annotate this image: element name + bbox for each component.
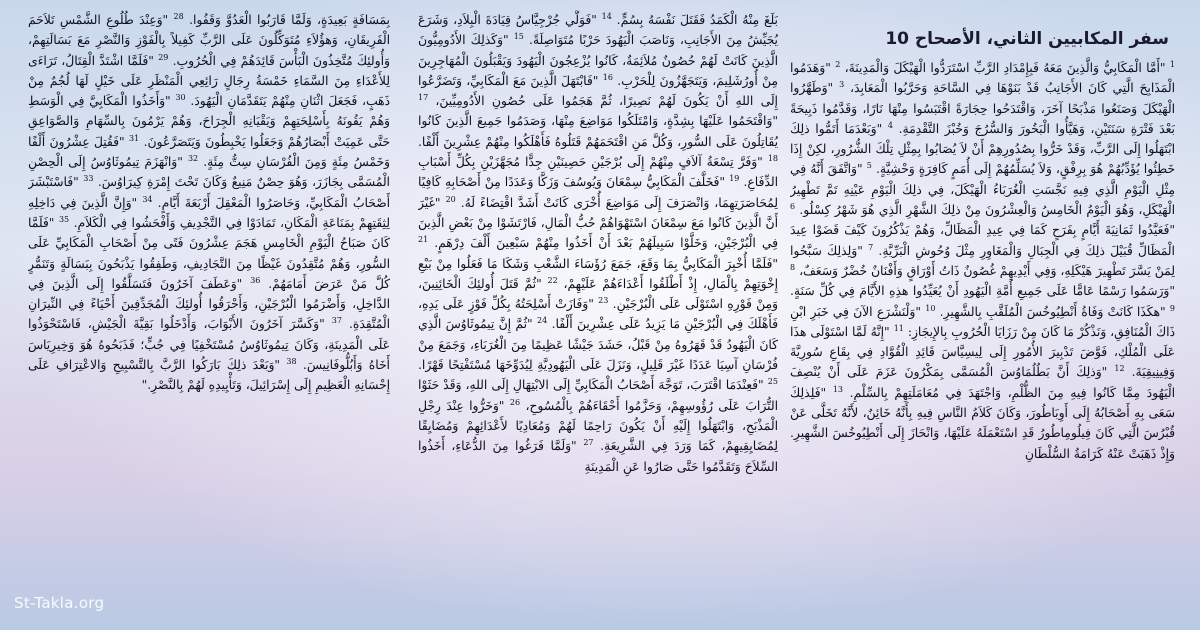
verse-number: 9: [1169, 303, 1175, 313]
verse-text: "فَلَمَّا كَانَ صَبَاحُ الْيَوْمِ الْخَامِسِ هَجَمَ عِشْرُونَ فَتًى مِنْ أَصْحَابِ الْمَكَابِيِّ عَلَى السُّورِ، وَهُمْ مُتَّقِدُونَ غَيْظًا مِنَ التَّجَادِيفِ، وَطَفِقُوا يَذْبَحُونَ بِبَسَالَةٍ وَتَنَمُّرٍ كُلَّ مَنْ عَرَضَ أَمَامَهُمْ.: [28, 215, 390, 291]
verse-number: 23: [598, 296, 609, 306]
verse-number: 7: [868, 242, 874, 252]
verses-middle: [418, 10, 778, 477]
verse-number: 20: [445, 194, 456, 204]
verse-text: "فَلَمَّا أُخْبِرَ الْمَكَابِيُّ بِمَا وَقَعَ، جَمَعَ رُؤَسَاءَ الشَّعْبِ وَشَكَا مَا فَعَلُوا مِنْ بَيْعِ إِخْوَتِهِمْ بِالْمَالِ، إِذْ أَطْلَقُوا أَعْدَاءَهُمْ عَلَيْهِمْ،: [418, 256, 778, 291]
verse-number: 4: [887, 120, 893, 130]
verse-text: "وَبَعْدَ ذلِكَ بَارَكُوا الرَّبَّ بِالتَّسْبِيحِ وَالاعْتِرَافِ عَلَى إِحْسَانِهِ الْعَظِيمِ إِلَى إِسْرَائِيلَ، وَتَأْيِيدِهِ لَهُمْ بِالنَّصْرِ.": [28, 358, 390, 393]
verse-text: "وَكَسَّرَ آخَرُونَ الأَبْوَابَ، وَأَدْخَلُوا بَقِيَّةَ الْجَيْشِ، فَاسْتَحْوَذُوا عَلَى الْمَدِينَةِ، وَكَانَ تِيمُوثَاوُسُ مُسْتَخْفِيًا فِي جُبٍّ؛ فَذَبَحُوهُ هُوَ وَخِيرِيَاسَ أَخَاهُ وَأَبُلُّوفَانِيسَ.: [28, 317, 390, 373]
verse-number: 34: [142, 194, 153, 204]
verse-text: "وَاتَّفَقَ أَنَّهُ فِي مِثْلِ الْيَوْمِ الَّذِي فِيهِ نَجَّسَتِ الْغُرَبَاءُ الْهَيْكَلَ، فِي ذلِكَ الْيَوْمِ عَيْنِهِ تَمَّ تَطْهِيرُ الْهَيْكَلِ، وَهُوَ الْيَوْمُ الْخَامِسُ وَالْعِشْرُونَ مِنْ ذلِكَ الشَّهْرِ الَّذِي هُوَ شَهْرُ كِسْلُو.: [790, 162, 1175, 218]
verse-text: "ثُمَّ قَتَلَ أُولئِكَ الْخَائِنِينَ، وَمِنْ فَوْرِهِ اسْتَوْلَى عَلَى الْبُرْجَيْنِ.: [418, 276, 778, 312]
verse-number: 12: [1114, 364, 1125, 374]
verse-text: "فَخَلَّفَ الْمَكَابِيُّ سِمْعَانَ وَيُوسُفَ وَزَكَّا وَعَدَدًا مِنْ أَصْحَابِهِ كَافِيًا لِمُحَاصَرَتِهِمَا، وَانْصَرَفَ إِلَى مَوَاضِعَ أُخْرَى كَانَتْ أَشَدَّ اقْتِضَاءً لَهُ.: [418, 175, 778, 210]
verse-number: 21: [418, 235, 429, 245]
verse-number: 29: [158, 52, 169, 62]
verses-right: [790, 58, 1175, 464]
verse-number: 35: [58, 214, 70, 224]
verse-number: 13: [832, 384, 843, 394]
verse-text: "وَذلِكَ أَنَّ بَطُلُمَاوُسَ الْمُسَمَّى بِمَكْرُونَ عَزَمَ عَلَى أَنْ يُنْصِفَ الْيَهُودَ مِمَّا كَانُوا فِيهِ مِنَ الظُّلْمِ، وَاجْتَهَدَ فِي مُعَامَلَتِهِمْ بِالسِّلْمِ.: [790, 365, 1175, 400]
verse-text: "وَعَطَفَ آخَرُونَ فَتَسَلَّقُوا إِلَى الَّذِينَ فِي الدَّاخِلِ، وَأَضْرَمُوا الْبُرْجَيْنِ، وَأَحْرَقُوا أُولئِكَ الْمُجَدِّفِينَ أَحْيَاءً فِي النِّيرَانِ الْمُتَّقِدَةِ.: [28, 276, 390, 332]
verse-text: "فَوَلَّي جُرْجِيَّاسُ قِيَادَةَ الْبِلاَدِ، وَشَرَعَ يُجَيِّشُ مِنَ الأَجَانِبِ، وَنَاصَبَ الْيَهُودَ حَرْبًا مُتَوَاصِلَةً.: [418, 13, 778, 48]
verses-left: [28, 10, 390, 396]
verse-text: "وَفَرَّ تِسْعَةُ آلاَفٍ مِنْهُمْ إِلَى بُرْجَيْنِ حَصِينَيْنِ جِدًّا مُجَهَّزَيْنِ بِكُلِّ أَسْبَابِ الدِّفَاعِ.: [418, 155, 778, 190]
verse: [418, 175, 778, 209]
verse-number: 6: [790, 201, 796, 211]
verse-text: "وَلْنَشْرَعِ الآنَ فِي خَبَرِ ابْنِ ذَاكَ الْمُنَافِقِ، وَنَذْكُرْ مَا كَانَ مِنْ رَزَايَا الْحُرُوبِ بِالإِيجَازِ:: [790, 304, 1175, 339]
verse-text: "فَلِذلِكَ سَعَى بِهِ أَصْحَابُهُ إِلَى أَوِبَاطُورَ، وَكَانَ كَلاَمُ النَّاسِ فِيهِ بِأَنَّهُ خَائِنٌ، لأَنَّهُ تَخَلَّى عَنْ قُبْرُسَ الَّتِي كَانَ فِيلُومِاطُورُ قَدِ اسْتَعْمَلَهُ عَلَيْهَا، وَانْحَازَ إِلَى أَنْطِيُوخُسَ الشَّهِيرِ. وَإِذْ ذَهَبَتْ عَنْهُ كَرَامَةُ السُّلْطَانِ: [790, 385, 1175, 461]
verse-text: "فَابْتَهَلَ الَّذِينَ مَعَ الْمَكَابِيِّ، وَتَضَرَّعُوا إِلَى اللهِ أَنْ يَكُونَ لَهُمْ نَصِيرًا، ثُمَّ هَجَمُوا عَلَى حُصُونِ الأَدُومِيِّينَ،: [418, 73, 778, 109]
verse-number: 33: [83, 174, 94, 184]
verse-number: 36: [250, 275, 261, 285]
verse-number: 11: [893, 323, 904, 333]
verse-number: 32: [187, 153, 199, 163]
verse-number: 31: [129, 133, 140, 143]
verse-text: "فَقُتِلَ عِشْرُونَ أَلْفًا وَخَمْسُ مِئَةٍ وَمِنَ الْفُرْسَانِ سِتُّ مِئَةٍ.: [28, 134, 390, 170]
verse-number: 5: [866, 161, 872, 171]
verse-number: 19: [729, 174, 740, 184]
column-right: [790, 10, 1175, 618]
verse-number: 10: [925, 303, 936, 313]
verse-text: "وَأَخَذُوا الْمَكَابِيَّ فِي الْوَسَطِ وَهُمْ يَقُونَهُ بِأَسْلِحَتِهِمْ وَيَقْيَانِهِ الْجِرَاحَ، وَهُمْ يَرْمُونَ بِالسِّهَامِ وَالصَّوَاعِقِ حَتَّى عَمِيَتْ أَبْصَارُهُمْ وَجَعَلُوا يَخْبِطُونَ وَيَتَصَرَّعُونَ.: [28, 94, 390, 149]
verse-number: 22: [547, 275, 558, 285]
verse-text: "وَرَسَمُوا رَسْمًا عَامًّا عَلَى جَمِيعِ أُمَّةِ الْيَهُودِ أَنْ يُعَيِّدُوا هذِهِ الأَيَّامَ فِي كُلِّ سَنَةٍ.: [790, 284, 1175, 299]
verse-number: 14: [601, 11, 612, 21]
verse-text: "فَعِنْدَمَا اقْتَرَبَ، تَوَجَّهَ أَصْحَابُ الْمَكَابِيِّ إِلَى الابْتِهَالِ إِلَى اللهِ، وَقَدْ حَثَوْا التُّرَابَ عَلَى رُؤُوسِهِمْ، وَحَزَّمُوا أَحْقَاءَهُمْ بِالْمُسُوحِ،: [418, 378, 778, 413]
verse-text: "أَمَّا الْمَكَابِيُّ وَالَّذِينَ مَعَهُ فَبِإِمْدَادِ الرَّبِّ اسْتَرَدُّوا الْهَيْكَلَ وَالْمَدِينَةَ،: [844, 61, 1166, 75]
verse-number: 15: [513, 32, 524, 42]
verse-text: "وَعِنْدَ طُلُوعِ الشَّمْسِ تَلاَحَمَ الْفَرِيقَانِ، وَهؤُلاَءِ مُتَوَكِّلُونَ عَلَى الرَّبِّ كَفِيلاً بِالْفَوْزِ وَالنَّصْرِ مَعَ بَسَالَتِهِمْ، وَأُولئِكَ مُتَّخِذُونَ الْبَأْسَ قَائِدَهُمْ فِي الْحُرُوبِ.: [28, 13, 390, 68]
verse-text: "غَيْرَ أَنَّ الَّذِينَ كَانُوا مَعَ سِمْعَانَ اسْتَهْوَاهُمْ حُبُّ الْمَالِ، فَارْتَشَوْا مِنْ بَعْضِ الَّذِينَ فِي الْبُرْجَيْنِ، وَخَلَّوْا سَبِيلَهُمْ بَعْدَ أَنْ أَخَذُوا مِنْهُمْ سَبْعِينَ أَلْفَ دِرْهَمٍ.: [418, 195, 778, 251]
verse: [617, 13, 778, 27]
verse-number: 27: [583, 438, 594, 448]
verse: [940, 305, 1175, 319]
verse-text: "فَعَيَّدُوا ثَمَانِيَةَ أَيَّامٍ بِفَرَحٍ كَمَا فِي عِيدِ الْمَظَالِّ، وَهُمْ يَذْكُرُونَ كَيْفَ قَضَوْا عِيدَ الْمَظَالِّ قُبَيْلَ ذلِكَ فِي الْجِبَالِ وَالْمَغَاوِرِ مِثْلَ وُحُوشِ الْبَرِّيَّةِ.: [790, 223, 1175, 258]
verse: [189, 13, 390, 27]
verse-number: 3: [839, 80, 845, 90]
verse-text: بِمَسَافَةٍ بَعِيدَةٍ، وَلَمَّا قَارَبُوا الْعَدُوَّ وَقَفُوا.: [189, 13, 390, 27]
verse-number: 25: [767, 377, 778, 387]
verse-text: "وَفَازَتْ أَسْلِحَتُهُ بِكُلِّ فَوْزٍ عَلَى يَدِهِ، فَأَهْلَكَ فِي الْبُرْجَيْنِ مَا يَزِيدُ عَلَى عِشْرِينَ أَلْفًا.: [418, 297, 778, 332]
verse-text: "وَكَذلِكَ الأَدُومِيُّونَ الَّذِينَ كَانَتْ لَهُمْ حُصُونٌ مُلاَئِمَةٌ، كَانُوا يُزْعِجُونَ الْيَهُودَ وَيَقْبَلُونَ الْمُهَاجِرِينَ مِنْ أُورُشَلِيمَ، وَيَتَجَهَّزُونَ لِلْحَرْبِ.: [418, 33, 778, 88]
verse-text: "وَانْهَزَمَ تِيمُوثَاوُسُ إِلَى الْحِصْنِ الْمُسَمَّى بِجَازَرَ، وَهُوَ حِصْنٌ مَنِيعٌ وَكَانَ تَحْتَ إِمْرَةِ كِيرَاوُسَ.: [28, 155, 390, 190]
verse: [790, 365, 1175, 399]
verse-text: "ثُمَّ إِنَّ تِيمُوثَاوُسَ الَّذِي كَانَ الْيَهُودُ قَدْ قَهَرُوهُ مِنْ قَبْلُ، حَشَدَ جَيْشًا عَظِيمًا مِنَ الْغُرَبَاءِ، وَجَمَعَ مِنْ فُرْسَانِ آسِيَا عَدَدًا غَيْرَ قَلِيلٍ، وَنَزَلَ عَلَى الْيَهُودِيَّةِ لِيُدَوِّخَهَا مُسْتَفْتِحًا قَهْرًا.: [418, 317, 778, 373]
verse-number: 26: [509, 397, 521, 407]
verse-number: 1: [1169, 59, 1175, 69]
verse-text: "وَاقْتَحَمُوا عَلَيْهَا بِشِدَّةٍ، وَامْتَلَكُوا مَوَاضِعَ مِنْهَا، وَصَدَمُوا جَمِيعَ الَّذِينَ كَانُوا يُقَاتِلُونَ عَلَى السُّورِ، وَكُلَّ مَنِ اقْتَحَمَهُمْ قَتَلُوهُ فَأَهْلَكُوا مِنْهُمْ عِشْرِينَ أَلْفًا.: [418, 114, 778, 149]
verse-number: 18: [767, 153, 778, 163]
verse-text: "وَبَعْدَمَا أَتَمُّوا ذلِكَ ابْتَهَلُوا إِلَى الرَّبِّ، وَقَدْ خَرُّوا بِصُدُورِهِمْ أَنْ لاَ يُصَابُوا بِمِثْلِ تِلْكَ الشُّرُورِ، لكِنْ إِذَا خَطِئُوا يُؤَدِّبُهُمْ هُوَ بِرِفْقٍ، وَلاَ يُسَلِّمُهُمْ إِلَى أُمَمٍ كَافِرَةٍ وَحْشِيَّةٍ.: [790, 121, 1175, 177]
verse-number: 8: [790, 262, 796, 272]
verse-text: "فَاسْتَبْشَرَ أَصْحَابُ الْمَكَابِيِّ، وَحَاصَرُوا الْمَعْقِلَ أَرْبَعَةَ أَيَّامٍ.: [28, 175, 390, 210]
verse-number: 17: [418, 93, 429, 103]
column-middle: [418, 10, 778, 618]
site-watermark: St-Takla.org: [14, 594, 105, 612]
verse-number: 30: [175, 93, 186, 103]
verse-text: "وَإِنَّ الَّذِينَ فِي دَاخِلِهِ لِثِقَتِهِمْ بِمَنَاعَةِ الْمَكَانِ، تَمَادَوْا فِي التَّجْدِيفِ وَأَفْحَشُوا فِي الْكَلاَمِ.: [28, 195, 390, 230]
verse-number: 2: [835, 59, 841, 69]
chapter-title: سفر المكابيين الثاني، الأصحاح 10: [885, 29, 1169, 49]
verse-number: 38: [286, 356, 297, 366]
verse-text: "وَلِذلِكَ سَبَّحُوا لِمَنْ يَسَّرَ تَطْهِيرَ هَيْكَلِهِ، وَفِي أَيْدِيهِمْ غُصُونٌ ذَاتُ أَوْرَاقٍ وَأَفْنَانٌ خُضْرٌ وَسَعَفٌ،: [790, 243, 1175, 278]
verse-text: "إِنَّهُ لَمَّا اسْتَوْلَى هذَا عَلَى الْمُلْكِ، فَوَّضَ تَدْبِيرَ الأُمُورِ إِلَى لِيسِيَّاسَ قَائِدِ الْقُوَّادِ فِي بِقَاعِ سُورِيَّةَ وَفِينِيقِيَةَ.: [790, 324, 1175, 380]
verse-text: "وَخَرُّوا عِنْدَ رِجْلِ الْمَذْبَحِ، وَابْتَهَلُوا إِلَيْهِ أَنْ يَكُونَ رَاحِمًا لَهُمْ وَمُعَادِيًا لأَعْدَائِهِمْ وَمُضَايِقًا لِمُضَايِقِيهِمْ، كَمَا وَرَدَ فِي الشَّرِيعَةِ.: [418, 398, 778, 454]
verse-number: 16: [602, 72, 613, 82]
verse: [845, 61, 1175, 75]
verse-number: 28: [173, 11, 184, 21]
verse-text: "فَلَمَّا اشْتَدَّ الْقِتَالُ، تَرَاءَى لِلأَعْدَاءِ مِنَ السَّمَاءِ خَمْسَةُ رِجَالٍ رَائِعِي الْمَنْظَرِ عَلَى خَيْلٍ لَهَا لُجُمٌ مِنْ ذَهَبٍ، فَجَعَلَ اثْنَانِ مِنْهُمْ يَتَقَدَّمَانِ الْيَهُودَ.: [28, 53, 390, 109]
verse-text: "هكَذَا كَانَتْ وَفَاةُ أَنْطِيُوخُسَ الْمُلَقَّبِ بِالشَّهِيرِ.: [939, 304, 1166, 319]
verse-number: 24: [537, 316, 548, 326]
verse-text: "وَهَدَمُوا الْمَذَابِحَ الَّتِي كَانَ الأَجَانِبُ قَدْ بَنَوْهَا فِي السَّاحَةِ وَحَرَّبُوا الْمَعَابِدَ،: [790, 61, 1175, 96]
verse-text: بَلَغَ مِنْهُ الْكَمَدُ فَقَتَلَ نَفْسَهُ بِسُمٍّ.: [616, 13, 778, 27]
verse-text: "وَطَهَّرُوا الْهَيْكَلَ وَصَنَعُوا مَذْبَحًا آخَرَ، وَاقْتَدَحُوا حِجَارَةً اقْتَبَسُوا مِنْهَا نَارًا، وَقَدَّمُوا ذَبِيحَةً بَعْدَ فَتْرَةِ سَنَتَيْنِ، وَهَيَّأُوا الْبَخُورَ وَالسُّرُجَ وَخُبْزَ التَّقْدِمَةِ.: [790, 81, 1175, 136]
verse-text: "وَلَمَّا فَرَغُوا مِنَ الدُّعَاءِ، أَخَذُوا السِّلاَحَ وَتَقَدَّمُوا حَتَّى صَارُوا عَنِ الْمَدِينَةِ: [418, 439, 778, 474]
column-left: [28, 10, 390, 618]
verse-number: 37: [331, 316, 342, 326]
